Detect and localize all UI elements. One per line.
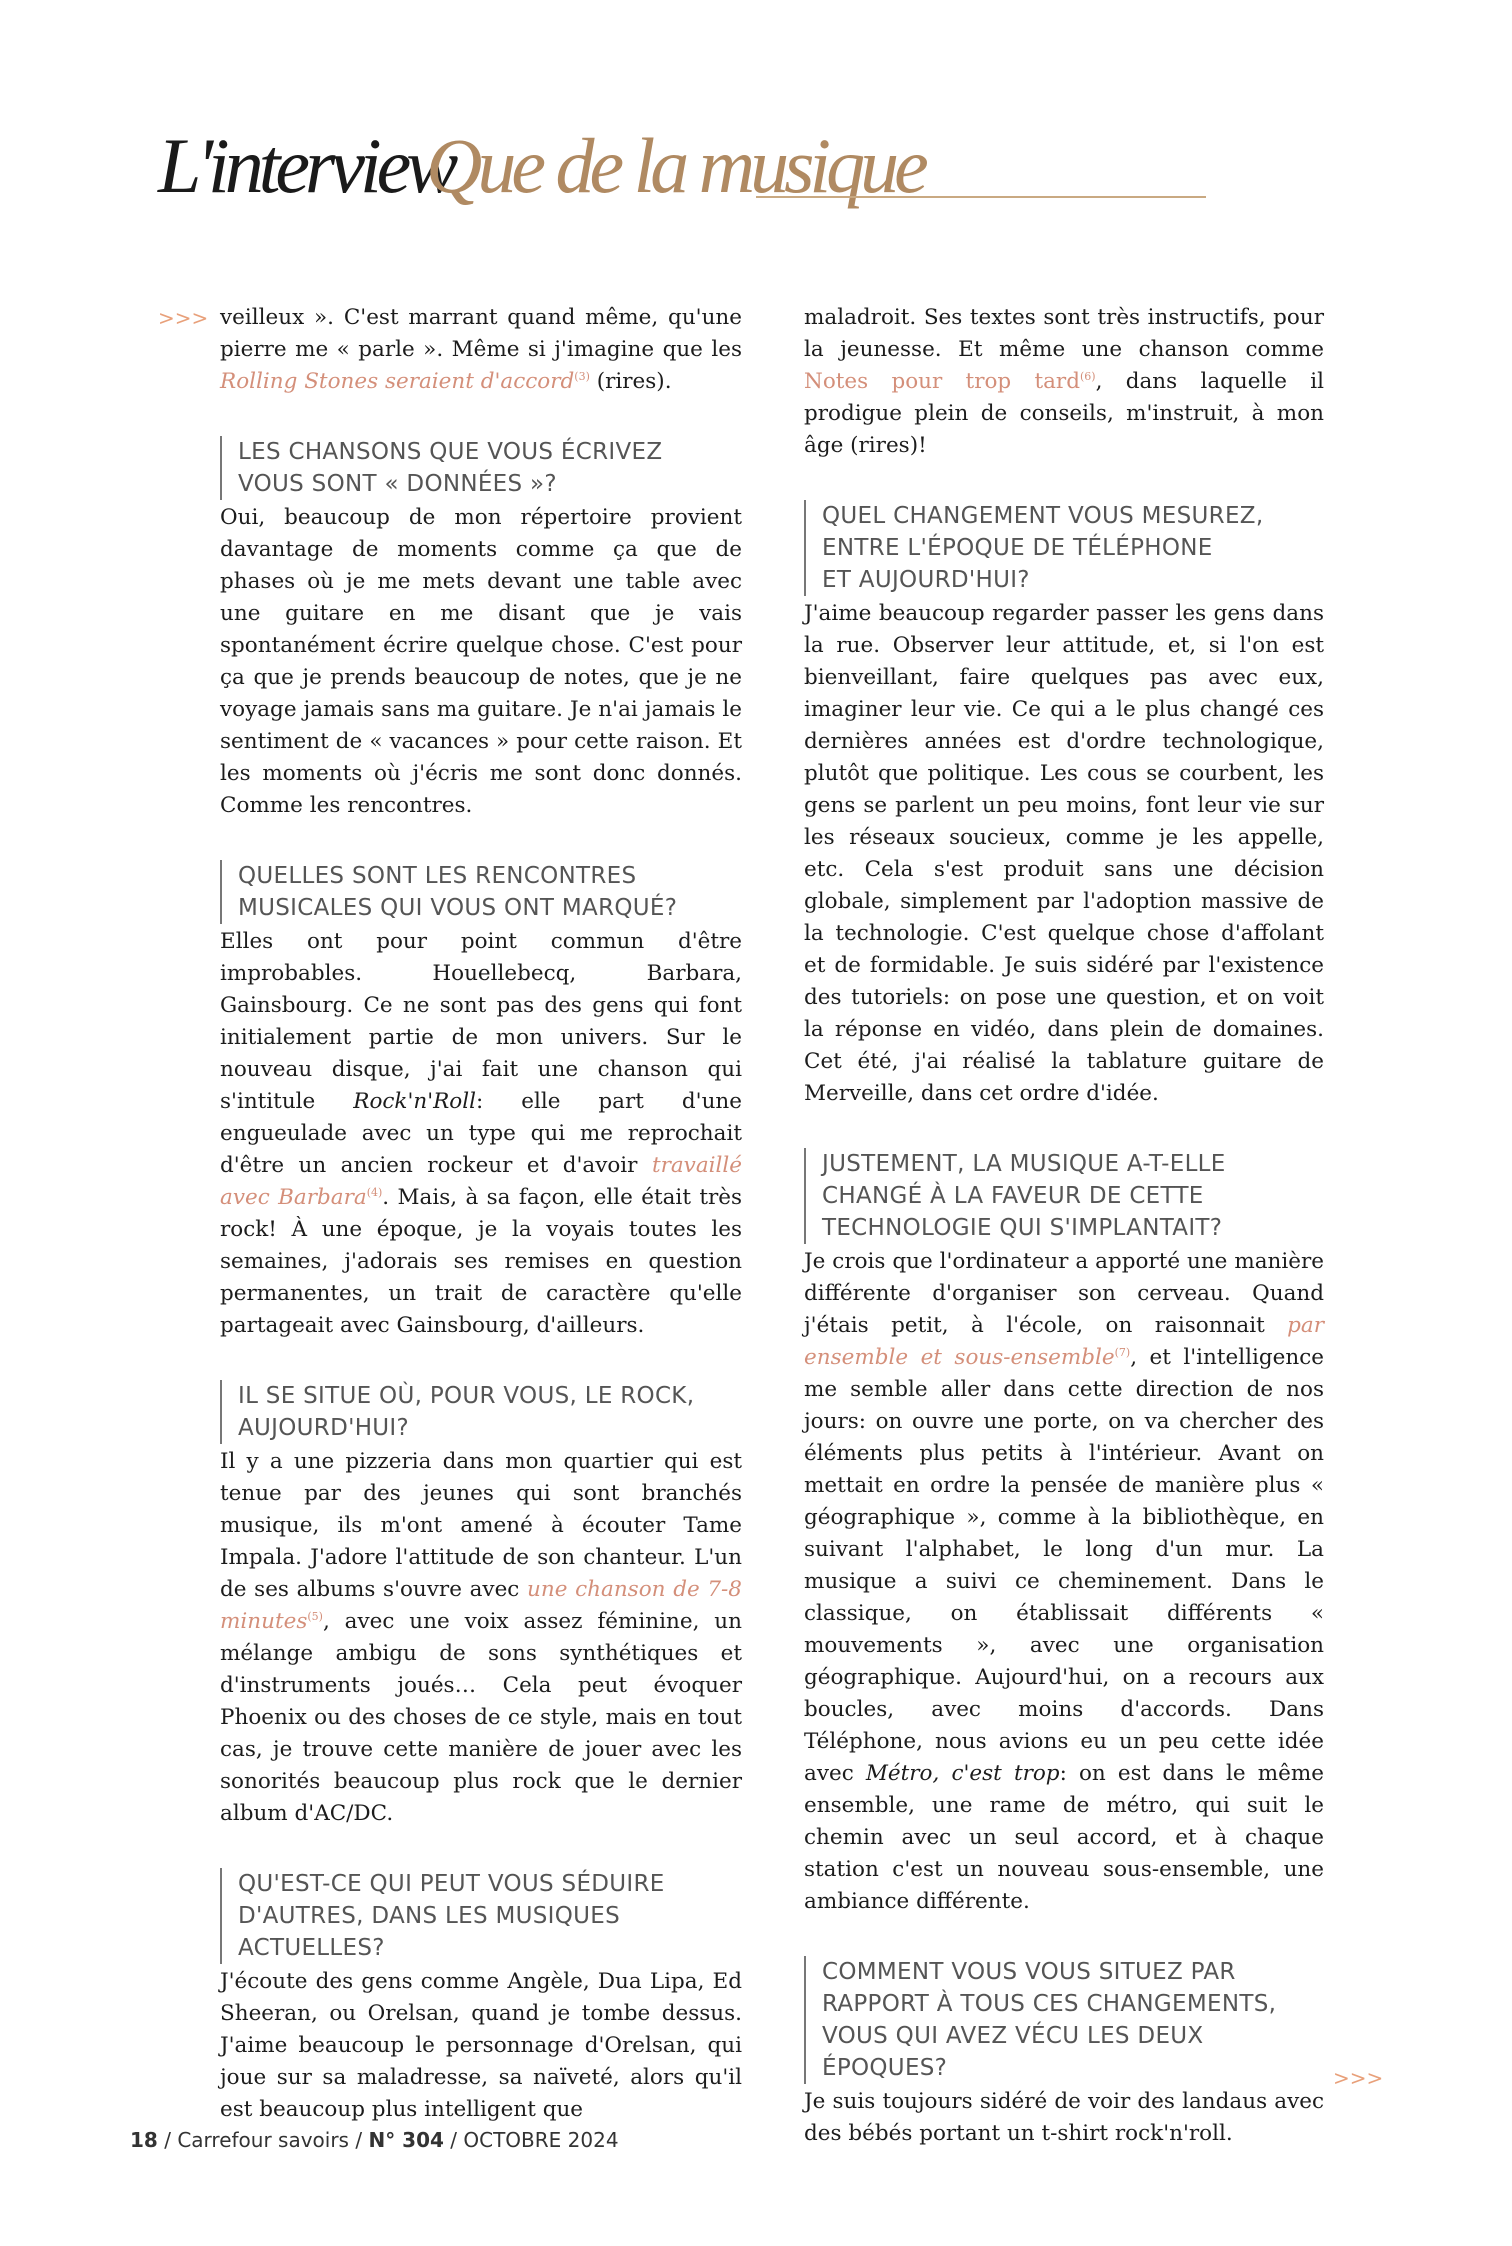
footnote-marker: (6) bbox=[1079, 369, 1096, 383]
question-line: AUJOURD'HUI? bbox=[238, 1415, 410, 1441]
reference-link[interactable]: une chanson de 7-8 minutes bbox=[220, 1577, 742, 1634]
question-line: TECHNOLOGIE QUI S'IMPLANTAIT? bbox=[822, 1215, 1223, 1241]
answer-paragraph: Je suis toujours sidéré de voir des landaus avec des bébés portant un t-shirt rock'n'roll. bbox=[804, 2089, 1324, 2146]
question-line: ET AUJOURD'HUI? bbox=[822, 567, 1030, 593]
footnote-marker: (7) bbox=[1114, 1345, 1131, 1359]
question-line: D'AUTRES, DANS LES MUSIQUES bbox=[238, 1903, 621, 1929]
answer-paragraph bbox=[220, 926, 742, 1342]
intro-paragraph bbox=[220, 302, 742, 398]
text-run: Il y a une pizzeria dans mon quartier qui est tenue par des jeunes qui sont branchés musique, ils m'ont amené à écouter Tame Impala. J'adore l'attitude de son chanteur. L'un de ses albums s'ouvre avec bbox=[220, 1449, 742, 1602]
intro-paragraph bbox=[804, 302, 1324, 462]
question-line: ENTRE L'ÉPOQUE DE TÉLÉPHONE bbox=[822, 535, 1213, 561]
magazine-name: Carrefour savoirs bbox=[177, 2128, 349, 2152]
question-heading bbox=[220, 436, 742, 500]
question-line: RAPPORT À TOUS CES CHANGEMENTS, bbox=[822, 1991, 1277, 2017]
footer-separator: / bbox=[164, 2128, 178, 2152]
issue-number: N° 304 bbox=[368, 2128, 444, 2152]
text-run: , avec une voix assez féminine, un mélange ambigu de sons synthétiques et d'instruments joués… Cela peut évoquer Phoenix ou des choses de ce style, mais en tout cas, je trouve cette manière de jouer avec les sonorités beaucoup plus rock que le dernier album d'AC/DC. bbox=[220, 1609, 742, 1826]
header-rule bbox=[756, 196, 1206, 198]
question-line: QUELLES SONT LES RENCONTRES bbox=[238, 863, 637, 889]
footer-separator: / bbox=[450, 2128, 464, 2152]
page-number: 18 bbox=[130, 2128, 158, 2152]
question-line: ÉPOQUES? bbox=[822, 2055, 948, 2081]
question-line: QU'EST-CE QUI PEUT VOUS SÉDUIRE bbox=[238, 1871, 665, 1897]
song-title: Rock'n'Roll bbox=[353, 1089, 477, 1114]
reference-link[interactable]: par ensemble et sous-ensemble bbox=[804, 1313, 1324, 1370]
page-footer bbox=[130, 2128, 619, 2152]
page-header bbox=[158, 118, 1058, 213]
text-run: : on est dans le même ensemble, une rame de métro, qui suit le chemin avec un seul accord, et à chaque station c'est un nouveau sous-ensemble, une ambiance différente. bbox=[804, 1761, 1324, 1914]
question-heading bbox=[220, 1868, 742, 1964]
text-run: Elles ont pour point commun d'être improbables. Houellebecq, Barbara, Gainsbourg. Ce ne sont pas des gens qui font initialement partie de mon univers. Sur le nouveau disque, j'ai fait une chanson qui s'intitule bbox=[220, 929, 742, 1114]
question-line: IL SE SITUE OÙ, POUR VOUS, LE ROCK, bbox=[238, 1383, 695, 1409]
right-column bbox=[804, 302, 1324, 2150]
question-line: CHANGÉ À LA FAVEUR DE CETTE bbox=[822, 1183, 1204, 1209]
answer-paragraph bbox=[804, 1246, 1324, 1918]
text-run: , dans laquelle il prodigue plein de conseils, m'instruit, à mon âge (rires)! bbox=[804, 369, 1324, 458]
text-run: Je crois que l'ordinateur a apporté une manière différente d'organiser son cerveau. Quand j'étais petit, à l'école, on raisonnait bbox=[804, 1249, 1324, 1338]
answer-paragraph: J'aime beaucoup regarder passer les gens dans la rue. Observer leur attitude, et, si l'on est bienveillant, faire quelques pas avec eux, imaginer leur vie. Ce qui a le plus changé ces dernières années est d'ordre technologique, plutôt que politique. Les cous se courbent, les gens se parlent un peu moins, font leur vie sur les réseaux soucieux, comme je les appelle, etc. Cela s'est produit sans une décision globale, simplement par l'adoption massive de la technologie. C'est quelque chose d'affolant et de formidable. Je suis sidéré par l'existence des tutoriels: on pose une question, et on voit la réponse en vidéo, dans plein de domaines. Cet été, j'ai réalisé la tablature guitare de Merveille, dans cet ordre d'idée. bbox=[804, 601, 1324, 1106]
answer-paragraph: Oui, beaucoup de mon répertoire provient davantage de moments comme ça que de phases où je me mets devant une table avec une guitare en me disant que je vais spontanément écrire quelque chose. C'est pour ça que je prends beaucoup de notes, que je ne voyage jamais sans ma guitare. Je n'ai jamais le sentiment de « vacances » pour cette raison. Et les moments où j'écris me sont donc donnés. Comme les rencontres. bbox=[220, 505, 742, 818]
text-run: , et l'intelligence me semble aller dans cette direction de nos jours: on ouvre une porte, on va chercher des éléments plus petits à l'intérieur. Avant on mettait en ordre la pensée de manière plus « géographique », comme à la bibliothèque, en suivant l'alphabet, le long d'un mur. La musique a suivi ce cheminement. Dans le classique, on établissait différents « mouvements », avec une organisation géographique. Aujourd'hui, on a recours aux boucles, avec moins d'accords. Dans Téléphone, nous avions eu un peu cette idée avec bbox=[804, 1345, 1324, 1786]
answer-paragraph: J'écoute des gens comme Angèle, Dua Lipa, Ed Sheeran, ou Orelsan, quand je tombe dessus. J'aime beaucoup le personnage d'Orelsan, qui joue sur sa maladresse, sa naïveté, alors qu'il est beaucoup plus intelligent que bbox=[220, 1969, 742, 2122]
footer-separator: / bbox=[355, 2128, 369, 2152]
answer-paragraph bbox=[220, 1446, 742, 1830]
text-run: (rires). bbox=[589, 369, 672, 394]
question-line: ACTUELLES? bbox=[238, 1935, 385, 1961]
song-title: Métro, c'est trop bbox=[865, 1761, 1060, 1786]
footnote-marker: (4) bbox=[366, 1185, 383, 1199]
reference-link[interactable]: travaillé avec Barbara bbox=[220, 1153, 742, 1210]
reference-link[interactable]: Rolling Stones seraient d'accord bbox=[220, 369, 575, 394]
question-line: QUEL CHANGEMENT VOUS MESUREZ, bbox=[822, 503, 1264, 529]
reference-link[interactable]: Notes pour trop tard bbox=[804, 369, 1080, 394]
footnote-marker: (3) bbox=[574, 369, 590, 383]
footnote-marker: (5) bbox=[307, 1609, 323, 1623]
question-line: JUSTEMENT, LA MUSIQUE A-T-ELLE bbox=[822, 1151, 1226, 1177]
question-heading bbox=[220, 1380, 742, 1444]
text-run: : elle part d'une engueulade avec un type qui me reprochait d'être un ancien rockeur et d'avoir bbox=[220, 1089, 742, 1178]
question-line: COMMENT VOUS VOUS SITUEZ PAR bbox=[822, 1959, 1236, 1985]
question-heading bbox=[804, 1956, 1324, 2084]
left-column bbox=[220, 302, 742, 2126]
header-title: L'interview bbox=[158, 122, 454, 209]
issue-date: OCTOBRE 2024 bbox=[463, 2128, 619, 2152]
text-run: veilleux ». C'est marrant quand même, qu'une pierre me « parle ». Même si j'imagine que les bbox=[220, 305, 742, 362]
question-line: LES CHANSONS QUE VOUS ÉCRIVEZ bbox=[238, 439, 663, 465]
question-heading bbox=[804, 1148, 1324, 1244]
text-run: maladroit. Ses textes sont très instructifs, pour la jeunesse. Et même une chanson comme bbox=[804, 305, 1324, 362]
question-line: VOUS QUI AVEZ VÉCU LES DEUX bbox=[822, 2023, 1204, 2049]
question-line: VOUS SONT « DONNÉES »? bbox=[238, 471, 557, 497]
header-subtitle: Que de la musique bbox=[426, 122, 924, 209]
question-heading bbox=[220, 860, 742, 924]
continued-on-marker[interactable]: >>> bbox=[1333, 2066, 1384, 2090]
question-heading bbox=[804, 500, 1324, 596]
continued-from-marker: >>> bbox=[158, 306, 209, 330]
question-line: MUSICALES QUI VOUS ONT MARQUÉ? bbox=[238, 895, 678, 921]
text-run: . Mais, à sa façon, elle était très rock! À une époque, je la voyais toutes les semaines, j'adorais ses remises en question permanentes, un trait de caractère qu'elle partageait avec Gainsbourg, d'ailleurs. bbox=[220, 1185, 743, 1338]
